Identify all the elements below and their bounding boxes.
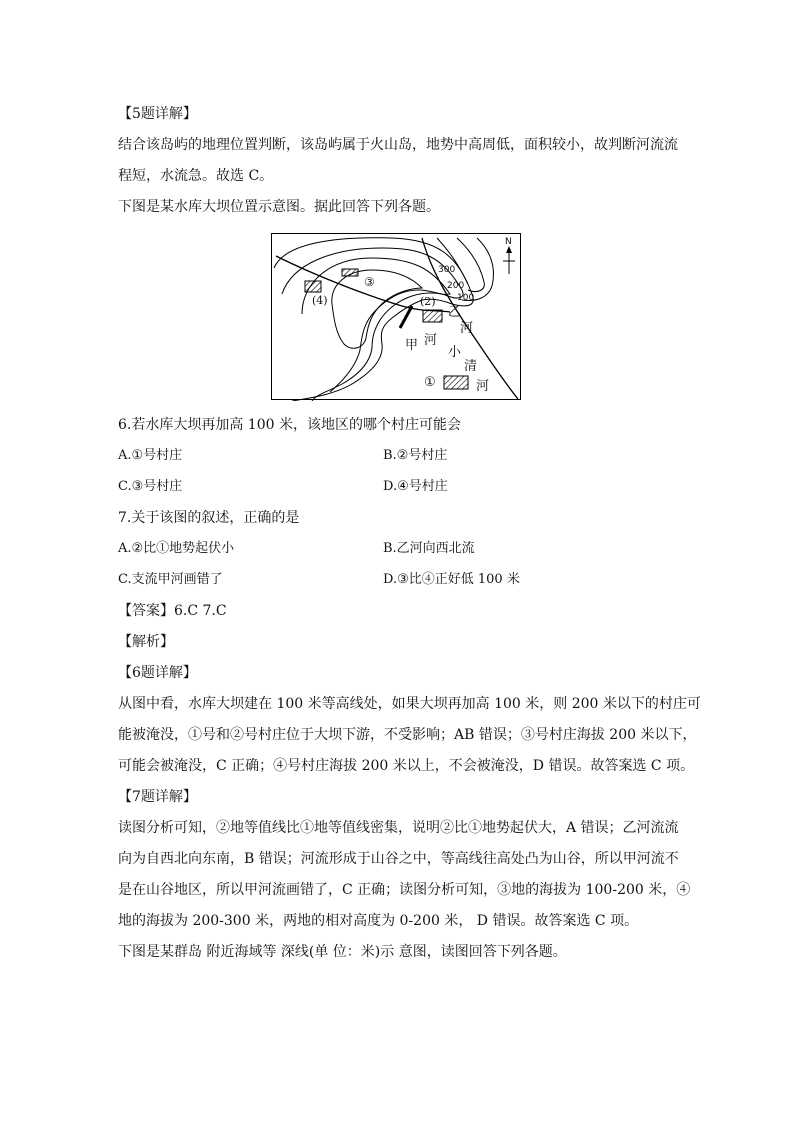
contour-label-300: 300 [438, 265, 456, 275]
contour-label-200: 200 [447, 281, 465, 291]
q7-option-a: A.②比①地势起伏小 [118, 541, 235, 556]
yi-river-label: 乙 [448, 305, 462, 320]
contour-line-inner [332, 270, 422, 348]
jia-river-label: 甲 [405, 338, 419, 353]
jia-river-label: 河 [424, 333, 438, 348]
q7-option-b: B.乙河向西北流 [383, 541, 475, 556]
village-1-marker [444, 376, 468, 389]
village-2-marker [423, 310, 442, 322]
reservoir-dam-map [271, 233, 521, 400]
q7-stem: 7.关于该图的叙述，正确的是 [118, 510, 300, 526]
q7-explanation-line: 地的海拔为 200-300 米，两地的相对高度为 0-200 米， D 错误。故答案选 C 项。 [118, 913, 639, 929]
north-label: N [505, 237, 512, 247]
q6-explanation-line: 能被淹没，①号和②号村庄位于大坝下游，不受影响；AB 错误；③号村庄海拔 200 米以下， [118, 727, 697, 743]
xiaoqing-river-label: 小 [448, 345, 462, 360]
q7-option-c: C.支流甲河画错了 [118, 572, 223, 587]
contour-map-drawing [272, 234, 522, 401]
xiaoqing-river-label: 河 [476, 379, 490, 394]
q6-explanation-line: 从图中看，水库大坝建在 100 米等高线处，如果大坝再加高 100 米，则 200 米以下的村庄可 [118, 696, 701, 712]
answer-line: 【答案】6.C 7.C [118, 603, 227, 619]
q7-explanation-line: 向为自西北向东南，B 错误；河流形成于山谷之中，等高线往高处凸为山谷，所以甲河流不 [118, 851, 679, 867]
q6-option-c: C.③号村庄 [118, 479, 183, 494]
q6-option-b: B.②号村庄 [383, 448, 448, 463]
q7-explanation-line: 读图分析可知，②地等值线比①地等值线密集，说明②比①地势起伏大，A 错误；乙河流流 [118, 820, 679, 836]
q7-explanation-line: 是在山谷地区，所以甲河流画错了，C 正确；读图分析可知，③地的海拔为 100-200 米，④ [118, 882, 691, 898]
q7-explanation-header: 【7题详解】 [118, 789, 197, 805]
q6-stem: 6.若水库大坝再加高 100 米，该地区的哪个村庄可能会 [118, 417, 461, 433]
village-2-label: (2) [420, 295, 436, 308]
q6-option-a: A.①号村庄 [118, 448, 183, 463]
village-1-label: ① [424, 375, 436, 390]
q5-header: 【5题详解】 [118, 106, 197, 122]
yi-river-label: 河 [460, 321, 474, 336]
q6-option-d: D.④号村庄 [383, 479, 448, 494]
village-4-marker [305, 281, 321, 292]
q5-explanation-line: 结合该岛屿的地理位置判断，该岛屿属于火山岛，地势中高周低，面积较小，故判断河流流 [118, 137, 678, 153]
village-4-label: (4) [312, 294, 328, 307]
next-map-intro: 下图是某群岛 附近海域等 深线(单 位：米)示 意图，读图回答下列各题。 [118, 944, 567, 960]
map-intro: 下图是某水库大坝位置示意图。据此回答下列各题。 [118, 199, 440, 215]
analysis-header: 【解析】 [118, 634, 174, 650]
q6-explanation-header: 【6题详解】 [118, 665, 197, 681]
village-3-marker [342, 269, 358, 276]
q5-explanation-line: 程短，水流急。故选 C。 [118, 168, 274, 184]
village-3-label: ③ [364, 275, 375, 289]
reservoir-dam [400, 306, 412, 328]
q7-option-d: D.③比④正好低 100 米 [383, 572, 520, 587]
contour-label-100: 100 [457, 293, 475, 303]
xiaoqing-river-label: 清 [464, 359, 478, 374]
q6-explanation-line: 可能会被淹没，C 正确；④号村庄海拔 200 米以上，不会被淹没，D 错误。故答案选 C 项。 [118, 758, 695, 774]
